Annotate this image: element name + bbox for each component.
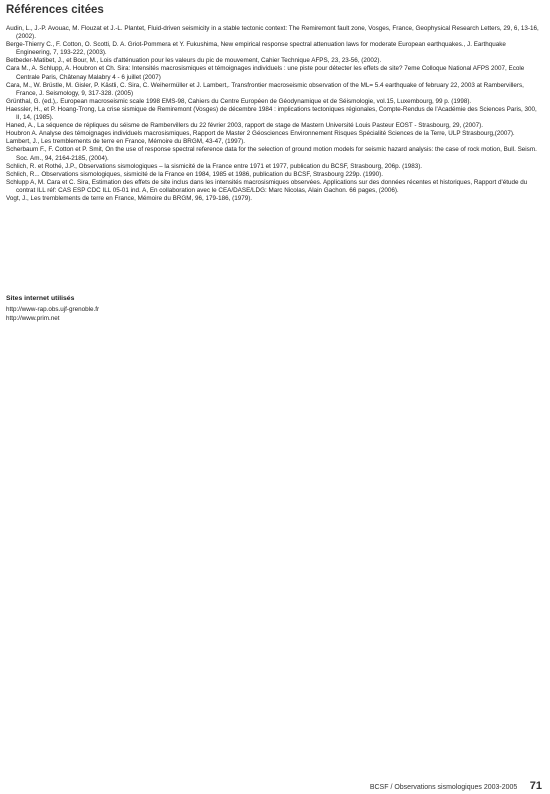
sites-heading: Sites internet utilisés — [6, 295, 75, 302]
reference-entry: Berge-Thierry C., F. Cotton, O. Scotti, D. A. Griot-Pommera et Y. Fukushima, New empirical response spectral attenuation laws for moderate European earthquakes., J. Earthquake Engineering, 7, 193-222, (2003). — [6, 41, 506, 57]
reference-entry: Cara, M., W. Brüstle, M. Gisler, P. Kästli, C. Sira, C. Weihermüller et J. Lambert,. Transfrontier macroseismic observation of the ML= 5.4 earthquake of february 22, 2003 at Rambervillers, France, J. Seismology, 9, 317-328. (2005) — [6, 81, 524, 97]
sites-list — [6, 306, 99, 323]
reference-entry: Vogt, J., Les tremblements de terre en France, Mémoire du BRGM, 96, 179-186, (1979). — [6, 194, 253, 202]
reference-entry: Grünthal, G. (ed.),. European macroseismic scale 1998 EMS-98, Cahiers du Centre Européen de Géodynamique et de Séismologie, vol.15, Luxembourg, 99 p. (1998). — [6, 97, 472, 105]
reference-entry: Haessler, H., et P. Hoang-Trong, La crise sismique de Remiremont (Vosges) de décembre 1984 : implications tectoniques régionales, Compte-Rendus de l'Académie des Sciences Paris, 300, II, 14, (1985). — [6, 105, 537, 122]
references-list — [6, 25, 542, 203]
reference-entry: Houbron A. Analyse des témoignages individuels macrosismiques, Rapport de Master 2 Géosciences Environnement Risques Spécialité Sciences de la Terre, ULP Strasbourg,(2007). — [6, 130, 515, 138]
page-footer — [370, 776, 542, 794]
reference-entry: Schlich, R... Observations sismologiques, sismicité de la France en 1984, 1985 et 1986, publication du BCSF, Strasbourg 229p. (1990). — [6, 170, 383, 178]
reference-entry: Lambert, J., Les tremblements de terre en France, Mémoire du BRGM, 43-47, (1997). — [6, 138, 246, 146]
reference-entry: Audin, L., J.-P. Avouac, M. Flouzat et J.-L. Plantet, Fluid-driven seismicity in a stable tectonic context: The Remiremont fault zone, Vosges, France, Geophysical Research Letters, 29, 6, 13-16, (2002). — [6, 25, 539, 41]
site-link[interactable]: http://www.prim.net — [6, 314, 60, 322]
reference-entry: Schlich, R. et Rothé, J.P., Observations sismologiques – la sismicité de la France entre 1971 et 1977, publication du BCSF, Strasbourg, 206p. (1983). — [6, 162, 423, 170]
page-number: 71 — [529, 780, 542, 792]
reference-entry: Scherbaum F., F. Cotton et P. Smit, On the use of response spectral reference data for the selection of ground motion models for seismic hazard analysis: the case of rock motion, Bull. Seism. Soc. Am., 94, 2164-2185, (2004). — [6, 146, 537, 162]
site-link[interactable]: http://www-rap.obs.ujf-grenoble.fr — [6, 306, 100, 313]
page-title: Références citées — [6, 4, 104, 16]
reference-entry: Haned, A., La séquence de répliques du séisme de Rambervillers du 22 février 2003, rapport de stage de Mastern Université Louis Pasteur EOST - Strasbourg, 29, (2007). — [6, 122, 483, 130]
reference-entry: Schlupp A, M. Cara et C. Sira, Estimation des effets de site inclus dans les intensités macrosismiques observées. Applications sur des données récentes et historiques, Rapport d'étude du contrat ILL réf: CAS ESP CDC ILL 05-01 ind. A, En collaboration avec le CEA/DASE/LDG: Marc Nicolas, Alain Gachon. 66 pages, (2006). — [6, 178, 528, 194]
reference-entry: Cara M., A. Schlupp, A. Houbron et Ch. Sira: Intensités macrosismiques et témoignages individuels : une piste pour détecter les effets de site? 7eme Colloque National AFPS 2007, Ecole Centrale Paris, Châtenay Malabry 4 - 6 juillet (2007) — [6, 65, 525, 81]
reference-entry: Betbeder-Matibet, J., et Bour, M., Lois d'atténuation pour les valeurs du pic de mouvement, Cahier Technique AFPS, 23, 23-56, (2002). — [6, 57, 382, 65]
footer-text: BCSF / Observations sismologiques 2003-2005 — [369, 784, 518, 791]
